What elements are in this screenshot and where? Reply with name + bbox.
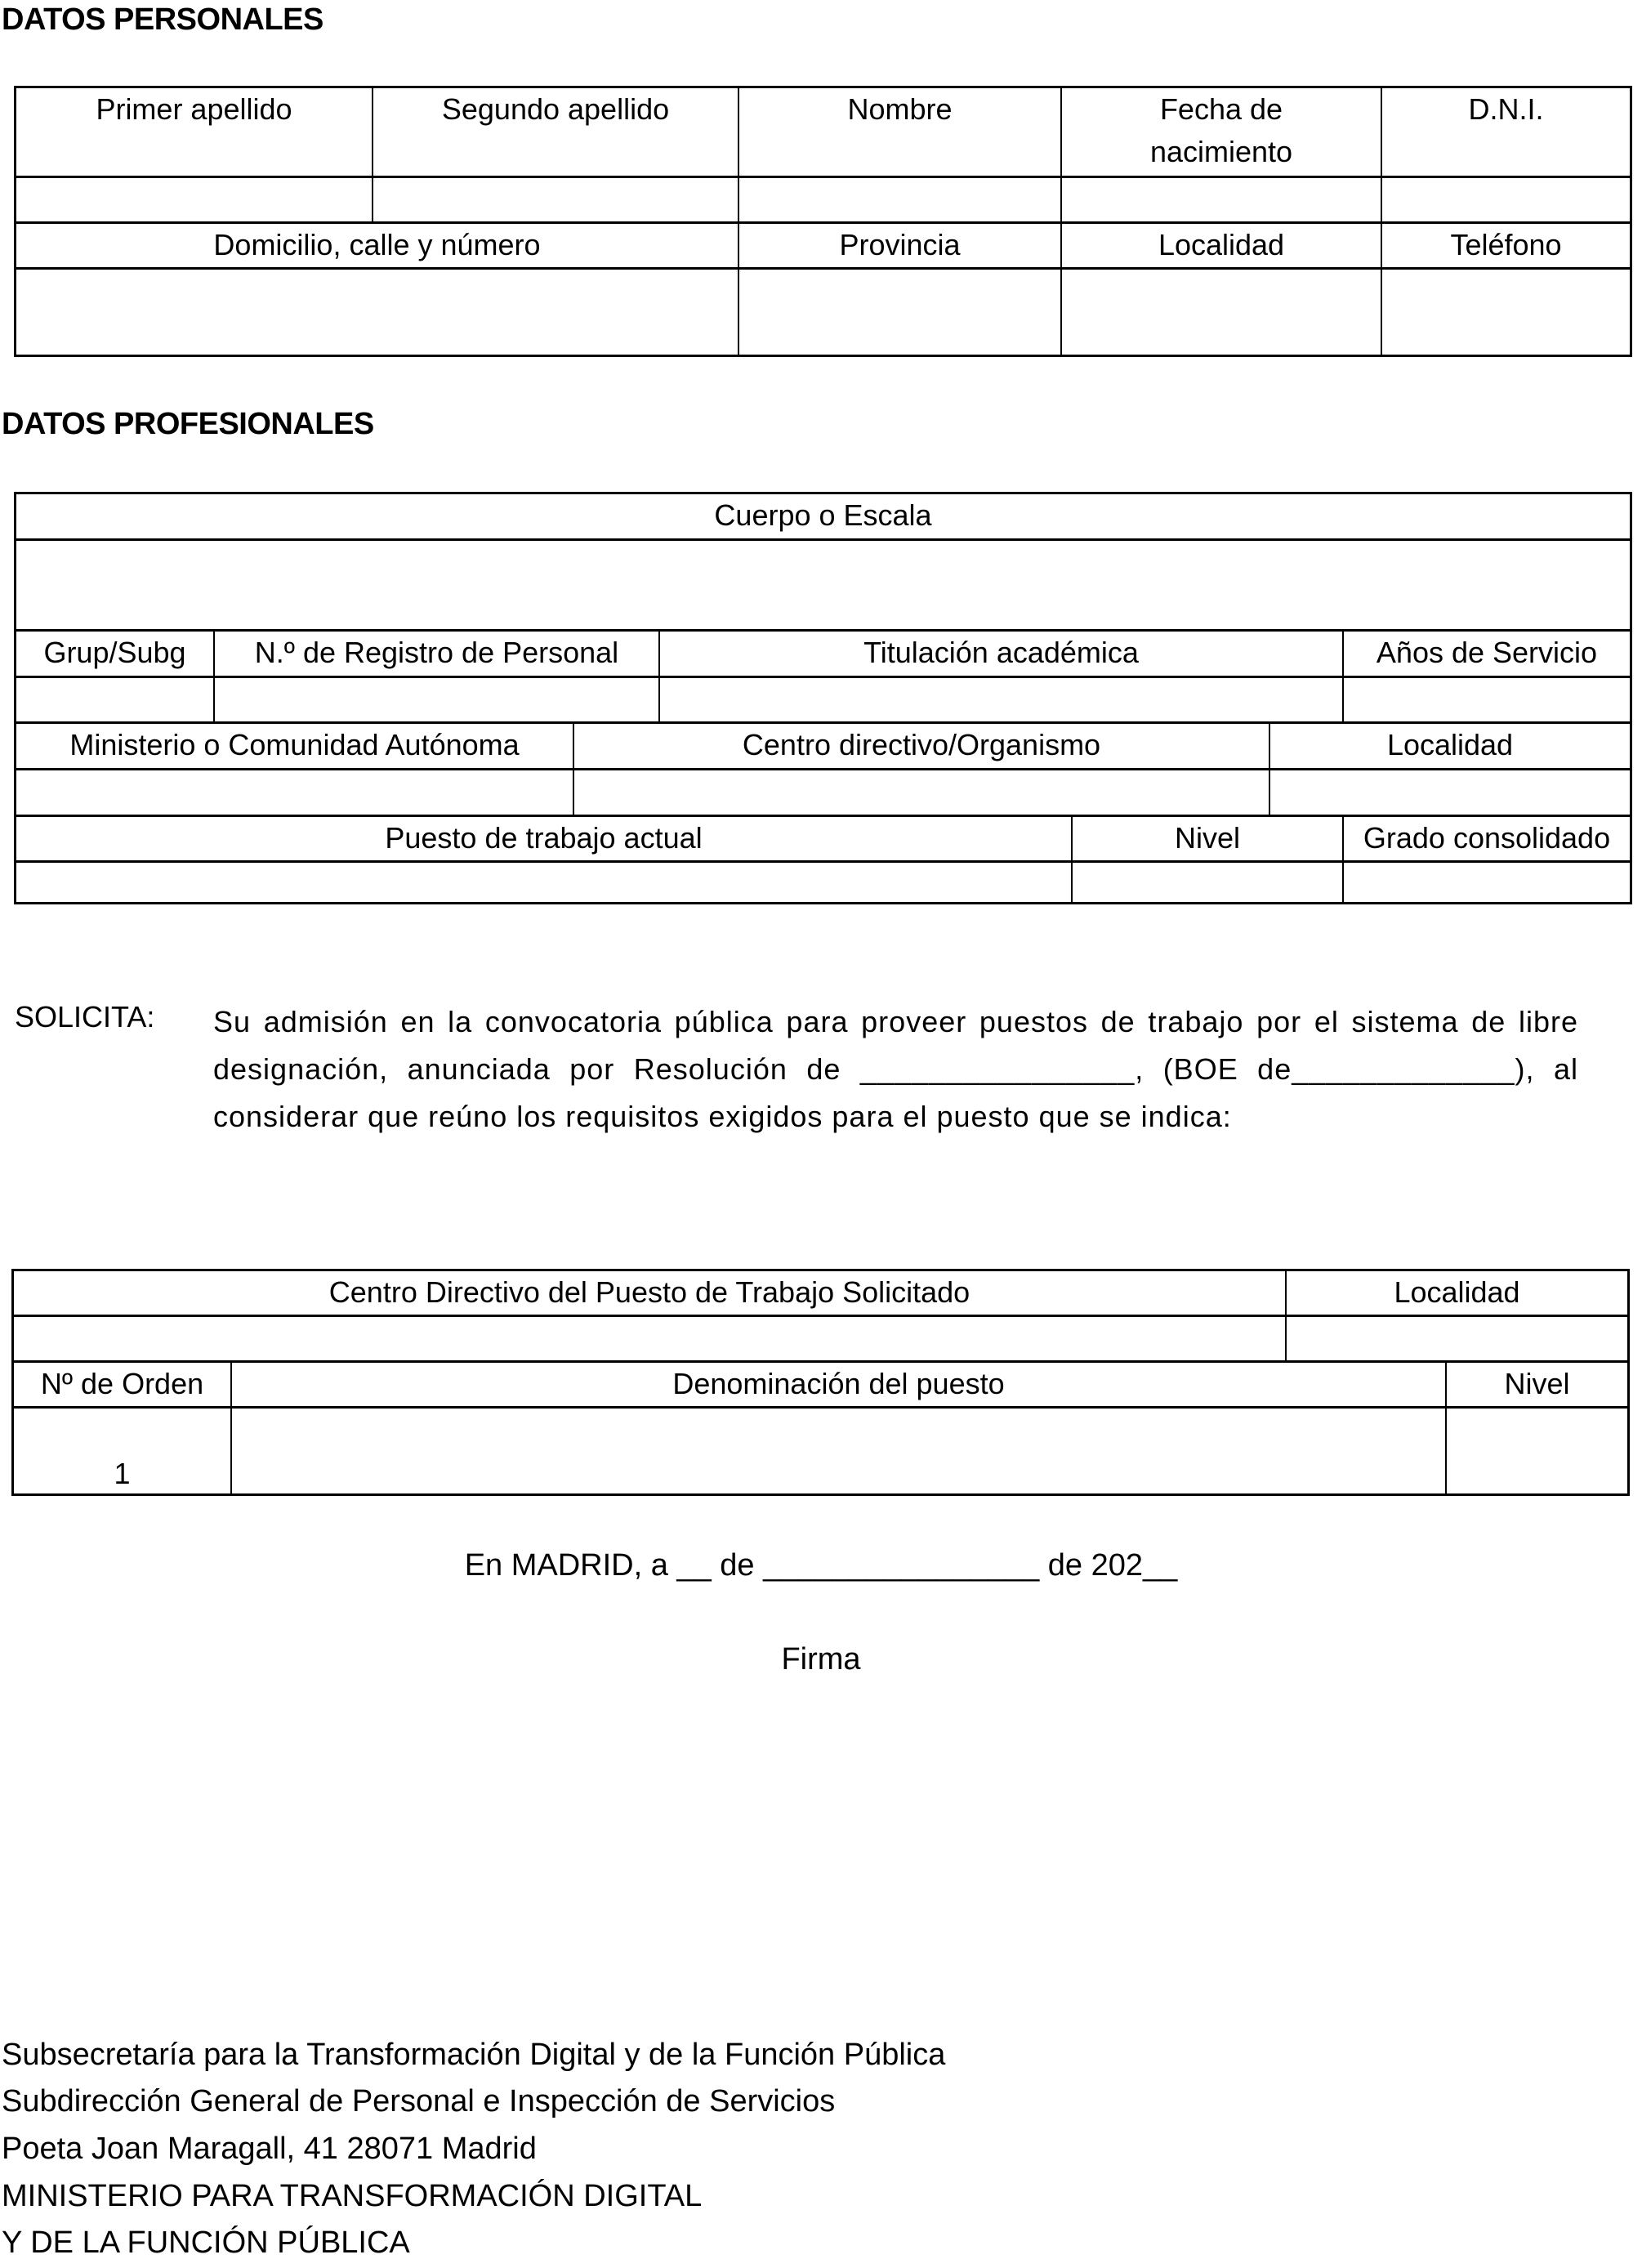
footer-line-1: Subsecretaría para la Transformación Digital y de la Función Pública (2, 2038, 946, 2072)
input-primer-apellido[interactable] (16, 178, 372, 221)
header-puesto-actual: Puesto de trabajo actual (385, 821, 703, 855)
input-centro-directivo-solicitado[interactable] (14, 1317, 1285, 1360)
input-puesto-actual[interactable] (16, 863, 1071, 902)
date-line: En MADRID, a __ de ________________ de 202__ (464, 1548, 1178, 1583)
requested-post-table (11, 1269, 1630, 1496)
input-localidad-solicitado[interactable] (1285, 1317, 1627, 1360)
input-grup-subg[interactable] (16, 678, 213, 721)
header-nivel-prof: Nivel (1071, 817, 1342, 860)
input-registro-personal[interactable] (213, 678, 658, 721)
professional-data-table (14, 492, 1632, 904)
requested-header-row-1 (14, 1271, 1627, 1317)
header-numero-orden: Nº de Orden (40, 1367, 204, 1400)
cuerpo-header-row (16, 494, 1630, 541)
header-denominacion-puesto: Denominación del puesto (230, 1363, 1445, 1406)
header-primer-apellido: Primer apellido (96, 92, 292, 126)
input-centro-directivo[interactable] (573, 770, 1269, 815)
solicita-paragraph: Su admisión en la convocatoria pública para proveer puestos de trabajo por el sistema de libre designación, anunciada por Resolución de ________________, (BOE de_____________), al considerar que reúno los requisitos exigidos para el puesto que se indica: (213, 1005, 1578, 1133)
input-denominacion-puesto[interactable] (230, 1409, 1445, 1493)
header-localidad-solicitado: Localidad (1285, 1271, 1627, 1317)
header-grup-subg: Grup/Subg (43, 636, 186, 669)
header-provincia: Provincia (738, 224, 1060, 267)
header-dni: D.N.I. (1381, 88, 1630, 178)
input-grado-consolidado[interactable] (1342, 863, 1630, 902)
professional-value-row-4 (16, 860, 1630, 902)
professional-header-row-4 (16, 815, 1630, 860)
input-cuerpo-escala[interactable] (16, 541, 1630, 629)
header-localidad-prof: Localidad (1269, 724, 1630, 768)
personal-header-row-2 (16, 221, 1630, 267)
professional-header-row-3 (16, 721, 1630, 768)
header-segundo-apellido: Segundo apellido (372, 88, 738, 178)
header-localidad: Localidad (1060, 224, 1381, 267)
input-localidad[interactable] (1060, 270, 1381, 355)
input-numero-orden[interactable]: 1 (114, 1457, 131, 1490)
firma-label: Firma (781, 1642, 861, 1676)
header-fecha-nacimiento: Fecha de nacimiento (1060, 88, 1381, 178)
footer-line-3: Poeta Joan Maragall, 41 28071 Madrid (2, 2132, 537, 2166)
header-registro-personal: N.º de Registro de Personal (213, 632, 658, 676)
header-nombre: Nombre (738, 88, 1060, 178)
requested-value-row-2 (14, 1406, 1627, 1493)
input-fecha-nacimiento[interactable] (1060, 178, 1381, 221)
solicita-label: SOLICITA: (15, 1000, 155, 1034)
section-title-personal: DATOS PERSONALES (2, 2, 323, 37)
header-grado-consolidado: Grado consolidado (1342, 817, 1630, 860)
professional-value-row-3 (16, 768, 1630, 815)
header-nivel-solicitado: Nivel (1445, 1363, 1627, 1406)
professional-value-row-2 (16, 676, 1630, 721)
header-domicilio: Domicilio, calle y número (213, 228, 541, 261)
header-ministerio: Ministerio o Comunidad Autónoma (69, 728, 520, 761)
header-cuerpo-escala: Cuerpo o Escala (714, 498, 932, 532)
input-segundo-apellido[interactable] (372, 178, 738, 221)
requested-header-row-2 (14, 1360, 1627, 1406)
input-dni[interactable] (1381, 178, 1630, 221)
personal-header-row-1 (16, 88, 1630, 178)
input-ministerio[interactable] (16, 770, 573, 815)
personal-value-row-1 (16, 176, 1630, 221)
input-domicilio[interactable] (16, 270, 738, 355)
input-localidad-prof[interactable] (1269, 770, 1630, 815)
input-nivel-solicitado[interactable] (1445, 1409, 1627, 1493)
requested-value-row-1 (14, 1315, 1627, 1360)
footer-line-4: MINISTERIO PARA TRANSFORMACIÓN DIGITAL (2, 2179, 703, 2213)
professional-header-row-2 (16, 629, 1630, 676)
personal-data-table (14, 86, 1632, 357)
footer-line-5: Y DE LA FUNCIÓN PÚBLICA (2, 2226, 410, 2260)
header-anos-servicio: Años de Servicio (1342, 632, 1630, 676)
input-telefono[interactable] (1381, 270, 1630, 355)
section-title-professional: DATOS PROFESIONALES (2, 407, 374, 441)
footer-line-2: Subdirección General de Personal e Inspección de Servicios (2, 2084, 836, 2118)
header-telefono: Teléfono (1381, 224, 1630, 267)
cuerpo-value-row (16, 538, 1630, 629)
header-titulacion: Titulación académica (658, 632, 1342, 676)
input-anos-servicio[interactable] (1342, 678, 1630, 721)
header-centro-directivo-solicitado: Centro Directivo del Puesto de Trabajo Solicitado (328, 1275, 970, 1309)
input-nivel-prof[interactable] (1071, 863, 1342, 902)
input-titulacion[interactable] (658, 678, 1342, 721)
personal-value-row-2 (16, 267, 1630, 355)
header-centro-directivo: Centro directivo/Organismo (573, 724, 1269, 768)
input-provincia[interactable] (738, 270, 1060, 355)
input-nombre[interactable] (738, 178, 1060, 221)
